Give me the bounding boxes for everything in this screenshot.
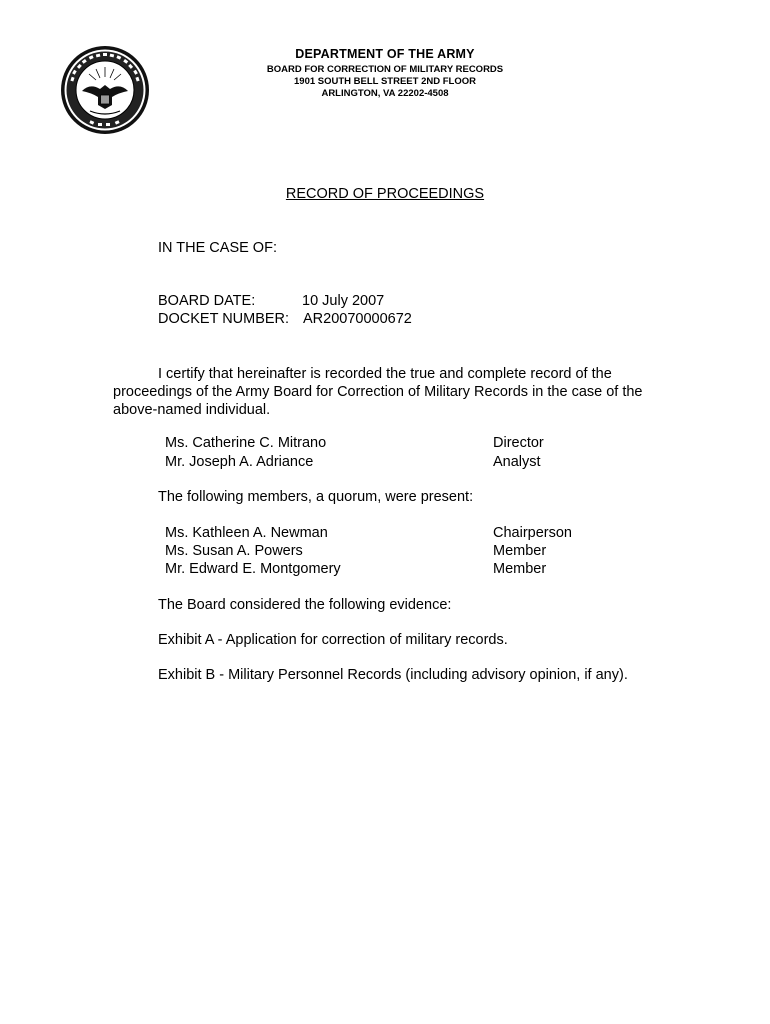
certification-paragraph: I certify that hereinafter is recorded the true and complete record of the proceedings of the Army Board for Correction of Military Records in the case of the above-named individual. (113, 366, 643, 418)
staff-name: Ms. Catherine C. Mitrano (165, 435, 327, 451)
staff-role: Director (493, 435, 544, 451)
case-label: IN THE CASE OF: (158, 240, 277, 256)
docket-number-label: DOCKET NUMBER: (158, 311, 290, 327)
evidence-intro: The Board considered the following evidence: (158, 597, 452, 613)
member-name: Ms. Susan A. Powers (165, 543, 303, 559)
member-role: Member (493, 543, 547, 559)
member-name: Mr. Edward E. Montgomery (165, 561, 341, 577)
letterhead-board-name: BOARD FOR CORRECTION OF MILITARY RECORDS (266, 64, 504, 75)
member-name: Ms. Kathleen A. Newman (165, 525, 328, 541)
board-date-value: 10 July 2007 (302, 293, 385, 309)
exhibit-b: Exhibit B - Military Personnel Records (including advisory opinion, if any). (158, 667, 628, 683)
exhibit-a: Exhibit A - Application for correction of military records. (158, 632, 508, 648)
quorum-statement: The following members, a quorum, were present: (158, 489, 474, 505)
board-date-label: BOARD DATE: (158, 293, 256, 309)
member-role: Chairperson (493, 525, 572, 541)
member-role: Member (493, 561, 547, 577)
staff-role: Analyst (493, 454, 541, 470)
letterhead-title: DEPARTMENT OF THE ARMY (295, 47, 475, 61)
record-title: RECORD OF PROCEEDINGS (285, 186, 485, 202)
staff-name: Mr. Joseph A. Adriance (165, 454, 314, 470)
letterhead-city-address: ARLINGTON, VA 22202-4508 (321, 88, 449, 99)
docket-number-value: AR20070000672 (303, 311, 412, 327)
letterhead-street-address: 1901 SOUTH BELL STREET 2ND FLOOR (294, 76, 476, 87)
department-of-defense-seal-icon (60, 45, 150, 135)
